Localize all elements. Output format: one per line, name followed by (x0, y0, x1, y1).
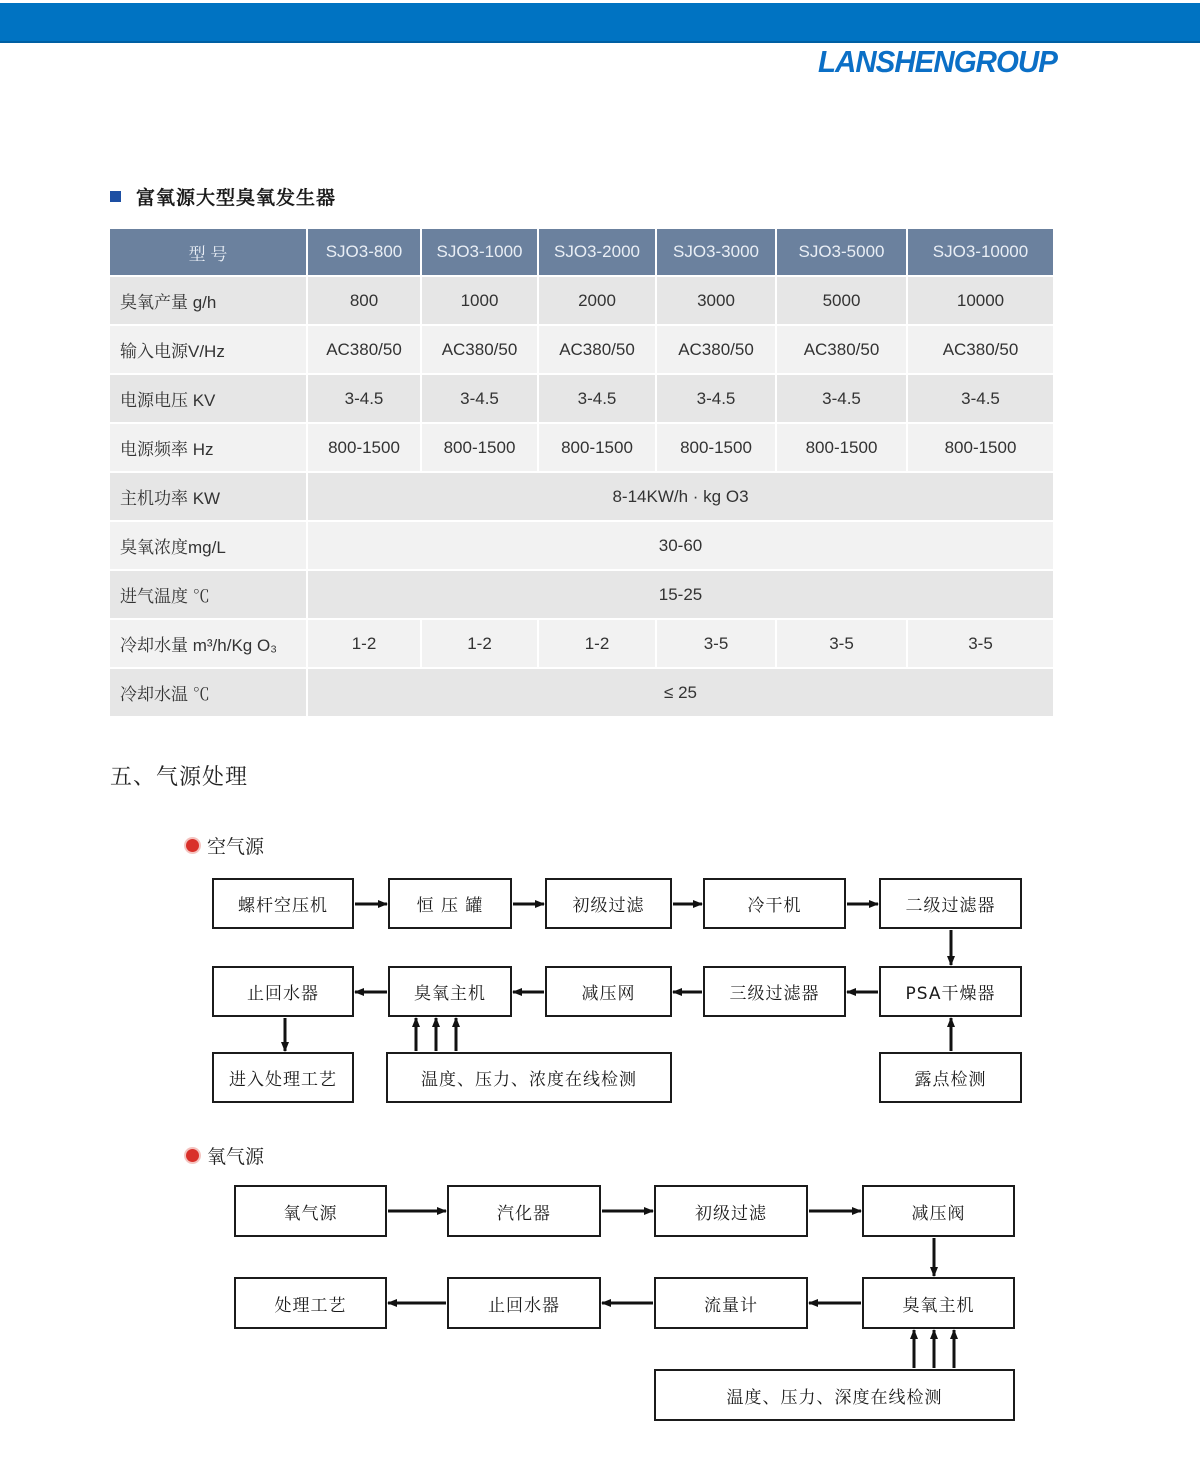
flow-box-tank: 恒 压 罐 (388, 878, 512, 929)
row-label: 冷却水量 m³/h/Kg O₃ (110, 619, 307, 668)
flow-box-process: 处理工艺 (234, 1277, 387, 1329)
row-label: 输入电源V/Hz (110, 325, 307, 374)
table-cell: AC380/50 (421, 325, 538, 374)
red-bullet-icon (186, 1149, 199, 1162)
flow-box-oxygen-source: 氧气源 (234, 1185, 387, 1237)
table-row (110, 374, 1054, 423)
table-cell: 3000 (656, 276, 776, 325)
table-row (110, 423, 1054, 472)
row-label: 臭氧浓度mg/L (110, 521, 307, 570)
table-cell: 3-5 (907, 619, 1054, 668)
table-row (110, 619, 1054, 668)
flow-box-reducing-valve: 减压阀 (862, 1185, 1015, 1237)
table-cell: 800 (307, 276, 421, 325)
table-cell: AC380/50 (656, 325, 776, 374)
header-model: SJO3-3000 (656, 229, 776, 276)
row-label: 电源电压 KV (110, 374, 307, 423)
header-model: SJO3-10000 (907, 229, 1054, 276)
square-bullet-icon (110, 191, 121, 202)
flow-box-check-valve: 止回水器 (447, 1277, 601, 1329)
flow-box-cold-dryer: 冷干机 (703, 878, 846, 929)
air-source-title-text: 空气源 (207, 836, 265, 858)
flow-box-process: 进入处理工艺 (212, 1052, 354, 1103)
table-cell: AC380/50 (307, 325, 421, 374)
table-cell: 3-4.5 (776, 374, 907, 423)
merged-cell: 30-60 (307, 521, 1054, 570)
flow-box-secondary-filter: 二级过滤器 (879, 878, 1022, 929)
table-cell: AC380/50 (907, 325, 1054, 374)
table-row (110, 472, 1054, 521)
table-row (110, 276, 1054, 325)
table-cell: 5000 (776, 276, 907, 325)
flow-box-monitor: 温度、压力、深度在线检测 (654, 1369, 1015, 1421)
row-label: 主机功率 KW (110, 472, 307, 521)
merged-cell: ≤ 25 (307, 668, 1054, 717)
flow-box-compressor: 螺杆空压机 (212, 878, 354, 929)
table-cell: 800-1500 (776, 423, 907, 472)
table-cell: 3-4.5 (907, 374, 1054, 423)
table-cell: 800-1500 (421, 423, 538, 472)
flow-box-ozone-host: 臭氧主机 (388, 966, 512, 1017)
table-row (110, 668, 1054, 717)
table-row (110, 570, 1054, 619)
table-cell: 3-5 (776, 619, 907, 668)
table-row (110, 521, 1054, 570)
header-model: SJO3-5000 (776, 229, 907, 276)
flow-box-primary-filter: 初级过滤 (654, 1185, 808, 1237)
table-cell: 3-5 (656, 619, 776, 668)
section-title-text: 富氧源大型臭氧发生器 (136, 187, 337, 209)
oxygen-source-title-text: 氧气源 (207, 1146, 265, 1168)
header-bar (0, 3, 1200, 43)
table-header-row (110, 229, 1054, 276)
table-cell: AC380/50 (538, 325, 656, 374)
flow-box-check-valve: 止回水器 (212, 966, 354, 1017)
header-model: SJO3-2000 (538, 229, 656, 276)
table-cell: 1-2 (307, 619, 421, 668)
red-bullet-icon (186, 839, 199, 852)
row-label: 电源频率 Hz (110, 423, 307, 472)
section-title (110, 183, 336, 210)
table-cell: 3-4.5 (538, 374, 656, 423)
merged-cell: 8-14KW/h · kg O3 (307, 472, 1054, 521)
table-cell: 10000 (907, 276, 1054, 325)
header-model-label: 型 号 (110, 229, 307, 276)
table-cell: 1-2 (538, 619, 656, 668)
flow-box-psa-dryer: PSA干燥器 (879, 966, 1022, 1017)
header-model: SJO3-1000 (421, 229, 538, 276)
table-cell: 800-1500 (538, 423, 656, 472)
flow-box-pressure-net: 减压网 (545, 966, 672, 1017)
gas-section-title: 五、气源处理 (110, 765, 249, 790)
flow-box-vaporizer: 汽化器 (447, 1185, 601, 1237)
flow-box-primary-filter: 初级过滤 (545, 878, 672, 929)
table-cell: 1-2 (421, 619, 538, 668)
table-cell: 1000 (421, 276, 538, 325)
oxygen-source-title (186, 1142, 264, 1169)
brand-logo: LANSHENGROUP (818, 44, 1057, 79)
table-cell: 800-1500 (907, 423, 1054, 472)
flow-box-ozone-host: 臭氧主机 (862, 1277, 1015, 1329)
row-label: 冷却水温 ℃ (110, 668, 307, 717)
table-cell: 3-4.5 (656, 374, 776, 423)
table-row (110, 325, 1054, 374)
header-model: SJO3-800 (307, 229, 421, 276)
air-source-title (186, 832, 264, 859)
table-cell: 3-4.5 (307, 374, 421, 423)
flow-box-flowmeter: 流量计 (654, 1277, 808, 1329)
flow-box-tertiary-filter: 三级过滤器 (703, 966, 846, 1017)
row-label: 进气温度 ℃ (110, 570, 307, 619)
spec-table (110, 229, 1055, 718)
table-cell: 800-1500 (656, 423, 776, 472)
table-cell: 800-1500 (307, 423, 421, 472)
flow-box-monitor: 温度、压力、浓度在线检测 (386, 1052, 672, 1103)
table-cell: 3-4.5 (421, 374, 538, 423)
flow-box-dew-point: 露点检测 (879, 1052, 1022, 1103)
table-cell: AC380/50 (776, 325, 907, 374)
merged-cell: 15-25 (307, 570, 1054, 619)
table-cell: 2000 (538, 276, 656, 325)
row-label: 臭氧产量 g/h (110, 276, 307, 325)
